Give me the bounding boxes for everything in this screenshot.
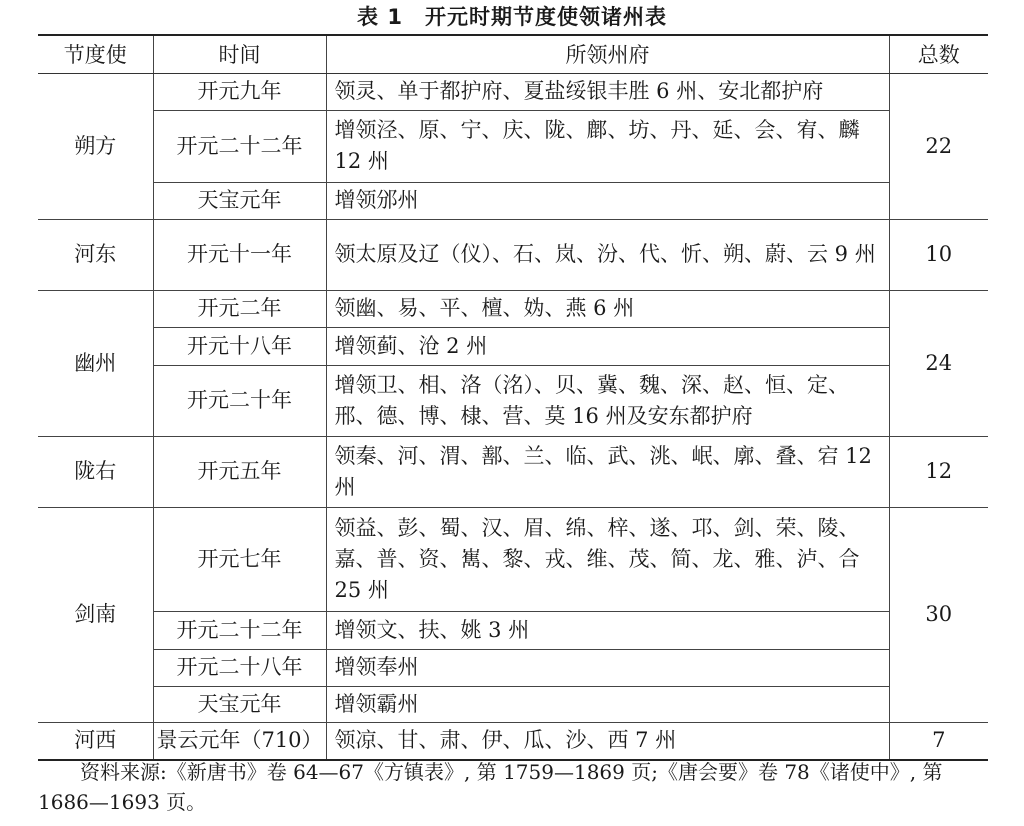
row-time: 开元二年 <box>153 290 326 327</box>
table-row <box>38 327 988 365</box>
region-total: 24 <box>889 290 988 436</box>
header-row <box>38 35 988 73</box>
region-total: 30 <box>889 507 988 722</box>
table-row <box>38 110 988 182</box>
row-time: 开元九年 <box>153 73 326 110</box>
table-title: 表 1 开元时期节度使领诸州表 <box>357 5 667 29</box>
region-name: 河东 <box>38 219 153 290</box>
row-content: 领秦、河、渭、鄯、兰、临、武、洮、岷、廓、叠、宕 12 州 <box>326 436 889 507</box>
table-row <box>38 436 988 507</box>
source-note: 资料来源:《新唐书》卷 64—67《方镇表》, 第 1759—1869 页;《唐会要》卷 78《诸使中》, 第 1686—1693 页。 <box>38 760 943 814</box>
row-time: 天宝元年 <box>153 182 326 219</box>
header-total: 总数 <box>889 35 988 73</box>
row-content: 增领卫、相、洛（洺）、贝、冀、魏、深、赵、恒、定、邢、德、博、棣、营、莫 16 州及安东都护府 <box>326 365 889 436</box>
header-prefectures: 所领州府 <box>326 35 889 73</box>
table-row <box>38 649 988 686</box>
region-name: 河西 <box>38 722 153 760</box>
table-row <box>38 611 988 649</box>
row-time: 开元十一年 <box>153 219 326 290</box>
table-row <box>38 365 988 436</box>
table-row <box>38 182 988 219</box>
header-region: 节度使 <box>38 35 153 73</box>
row-content: 领幽、易、平、檀、妫、燕 6 州 <box>326 290 889 327</box>
region-name: 陇右 <box>38 436 153 507</box>
row-content: 增领霸州 <box>326 686 889 722</box>
row-content: 增领奉州 <box>326 649 889 686</box>
row-time: 开元十八年 <box>153 327 326 365</box>
jiedushi-table <box>38 34 988 761</box>
table-row <box>38 507 988 611</box>
region-total: 7 <box>889 722 988 760</box>
region-total: 22 <box>889 73 988 219</box>
header-time: 时间 <box>153 35 326 73</box>
row-time: 开元二十八年 <box>153 649 326 686</box>
table-row <box>38 73 988 110</box>
row-time: 开元二十年 <box>153 365 326 436</box>
row-content: 领灵、单于都护府、夏盐绥银丰胜 6 州、安北都护府 <box>326 73 889 110</box>
region-total: 10 <box>889 219 988 290</box>
row-time: 天宝元年 <box>153 686 326 722</box>
row-content: 领益、彭、蜀、汉、眉、绵、梓、遂、邛、剑、荣、陵、嘉、普、资、嶲、黎、戎、维、茂、简、龙、雅、泸、合 25 州 <box>326 507 889 611</box>
region-total: 12 <box>889 436 988 507</box>
row-time: 开元七年 <box>153 507 326 611</box>
region-name: 幽州 <box>38 290 153 436</box>
table-row <box>38 686 988 722</box>
row-content: 增领文、扶、姚 3 州 <box>326 611 889 649</box>
table-row <box>38 722 988 760</box>
row-content: 增领邠州 <box>326 182 889 219</box>
row-content: 领凉、甘、肃、伊、瓜、沙、西 7 州 <box>326 722 889 760</box>
table-row <box>38 219 988 290</box>
region-name: 剑南 <box>38 507 153 722</box>
row-time: 景云元年（710） <box>153 722 326 760</box>
region-name: 朔方 <box>38 73 153 219</box>
row-content: 增领泾、原、宁、庆、陇、鄜、坊、丹、延、会、宥、麟 12 州 <box>326 110 889 182</box>
table-row <box>38 290 988 327</box>
row-time: 开元五年 <box>153 436 326 507</box>
row-content: 增领蓟、沧 2 州 <box>326 327 889 365</box>
row-time: 开元二十二年 <box>153 611 326 649</box>
row-time: 开元二十二年 <box>153 110 326 182</box>
row-content: 领太原及辽（仪）、石、岚、汾、代、忻、朔、蔚、云 9 州 <box>326 219 889 290</box>
